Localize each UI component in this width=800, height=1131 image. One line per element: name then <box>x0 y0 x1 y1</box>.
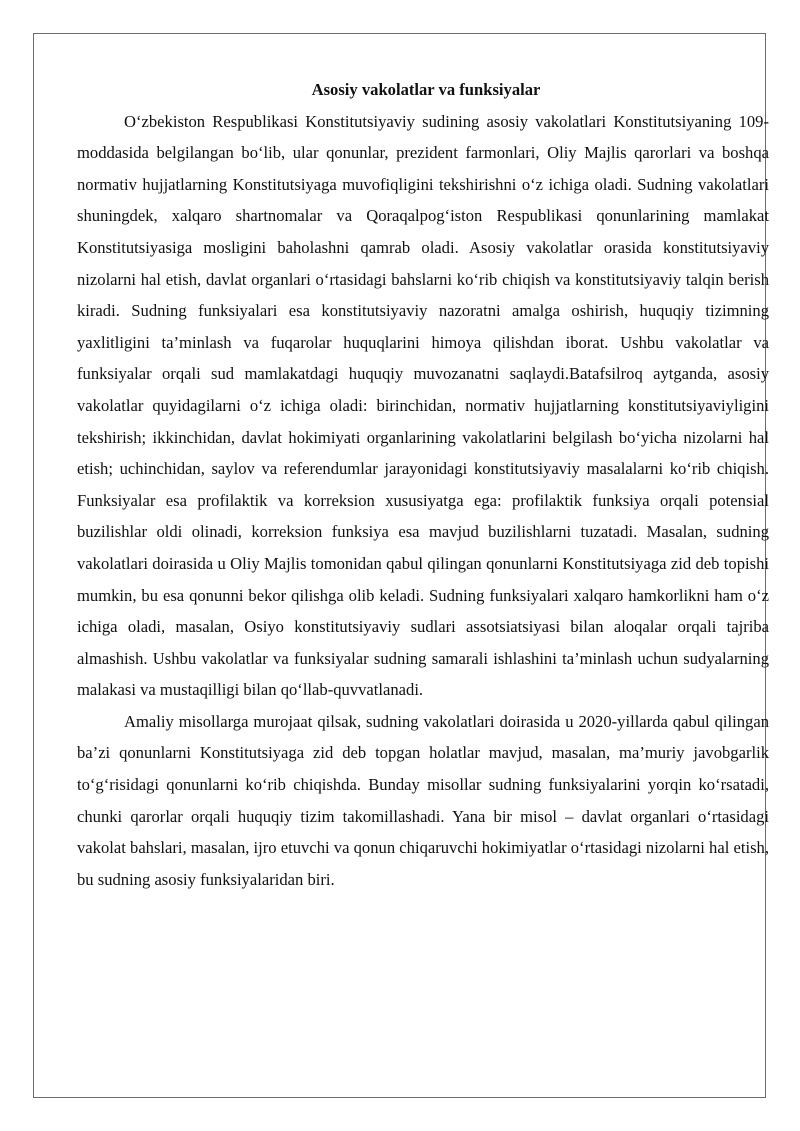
paragraph: Amaliy misollarga murojaat qilsak, sudning vakolatlari doirasida u 2020-yillarda qabul qilingan ba’zi qonunlarni Konstitutsiyaga zid deb topgan holatlar mavjud, masalan, ma’muriy javobgarlik to‘g‘risidagi qonunlarni ko‘rib chiqishda. Bunday misollar sudning funksiyalarini yorqin ko‘rsatadi, chunki qarorlar orqali huquqiy tizim takomillashadi. Yana bir misol – davlat organlari o‘rtasidagi vakolat bahslari, masalan, ijro etuvchi va qonun chiqaruvchi hokimiyatlar o‘rtasidagi nizolarni hal etish, bu sudning asosiy funksiyalaridan biri. <box>77 711 769 889</box>
document-title: Asosiy vakolatlar va funksiyalar <box>311 80 541 99</box>
paragraph: O‘zbekiston Respublikasi Konstitutsiyaviy sudining asosiy vakolatlari Konstitutsiyaning 109-moddasida belgilangan bo‘lib, ular qonunlar, prezident farmonlari, Oliy Majlis qarorlari va boshqa normativ hujjatlarning Konstitutsiyaga muvofiqligini tekshirishni o‘z ichiga oladi. Sudning vakolatlari shuningdek, xalqaro shartnomalar va Qoraqalpog‘iston Respublikasi qonunlarining mamlakat Konstitutsiyasiga mosligini baholashni qamrab oladi. Asosiy vakolatlar orasida konstitutsiyaviy nizolarni hal etish, davlat organlari o‘rtasidagi bahslarni ko‘rib chiqish va konstitutsiyaviy talqin berish kiradi. Sudning funksiyalari esa konstitutsiyaviy nazoratni amalga oshirish, huquqiy tizimning yaxlitligini ta’minlash va fuqarolar huquqlarini himoya qilishdan iborat. Ushbu vakolatlar va funksiyalar orqali sud mamlakatdagi huquqiy muvozanatni saqlaydi.Batafsilroq aytganda, asosiy vakolatlar quyidagilarni o‘z ichiga oladi: birinchidan, normativ hujjatlarning konstitutsiyaviyligini tekshirish; ikkinchidan, davlat hokimiyati organlarining vakolatlarini belgilash bo‘yicha nizolarni hal etish; uchinchidan, saylov va referendumlar jarayonidagi konstitutsiyaviy masalalarni ko‘rib chiqish. Funksiyalar esa profilaktik va korreksion xususiyatga ega: profilaktik funksiya orqali potensial buzilishlar oldi olinadi, korreksion funksiya esa mavjud buzilishlarni tuzatadi. Masalan, sudning vakolatlari doirasida u Oliy Majlis tomonidan qabul qilingan qonunlarni Konstitutsiyaga zid deb topishi mumkin, bu esa qonunni bekor qilishga olib keladi. Sudning funksiyalari xalqaro hamkorlikni ham o‘z ichiga oladi, masalan, Osiyo konstitutsiyaviy sudlari assotsiatsiyasi bilan aloqalar orqali tajriba almashish. Ushbu vakolatlar va funksiyalar sudning samarali ishlashini ta’minlash uchun sudyalarning malakasi va mustaqilligi bilan qo‘llab-quvvatlanadi. <box>77 111 769 700</box>
document-body <box>77 74 769 895</box>
